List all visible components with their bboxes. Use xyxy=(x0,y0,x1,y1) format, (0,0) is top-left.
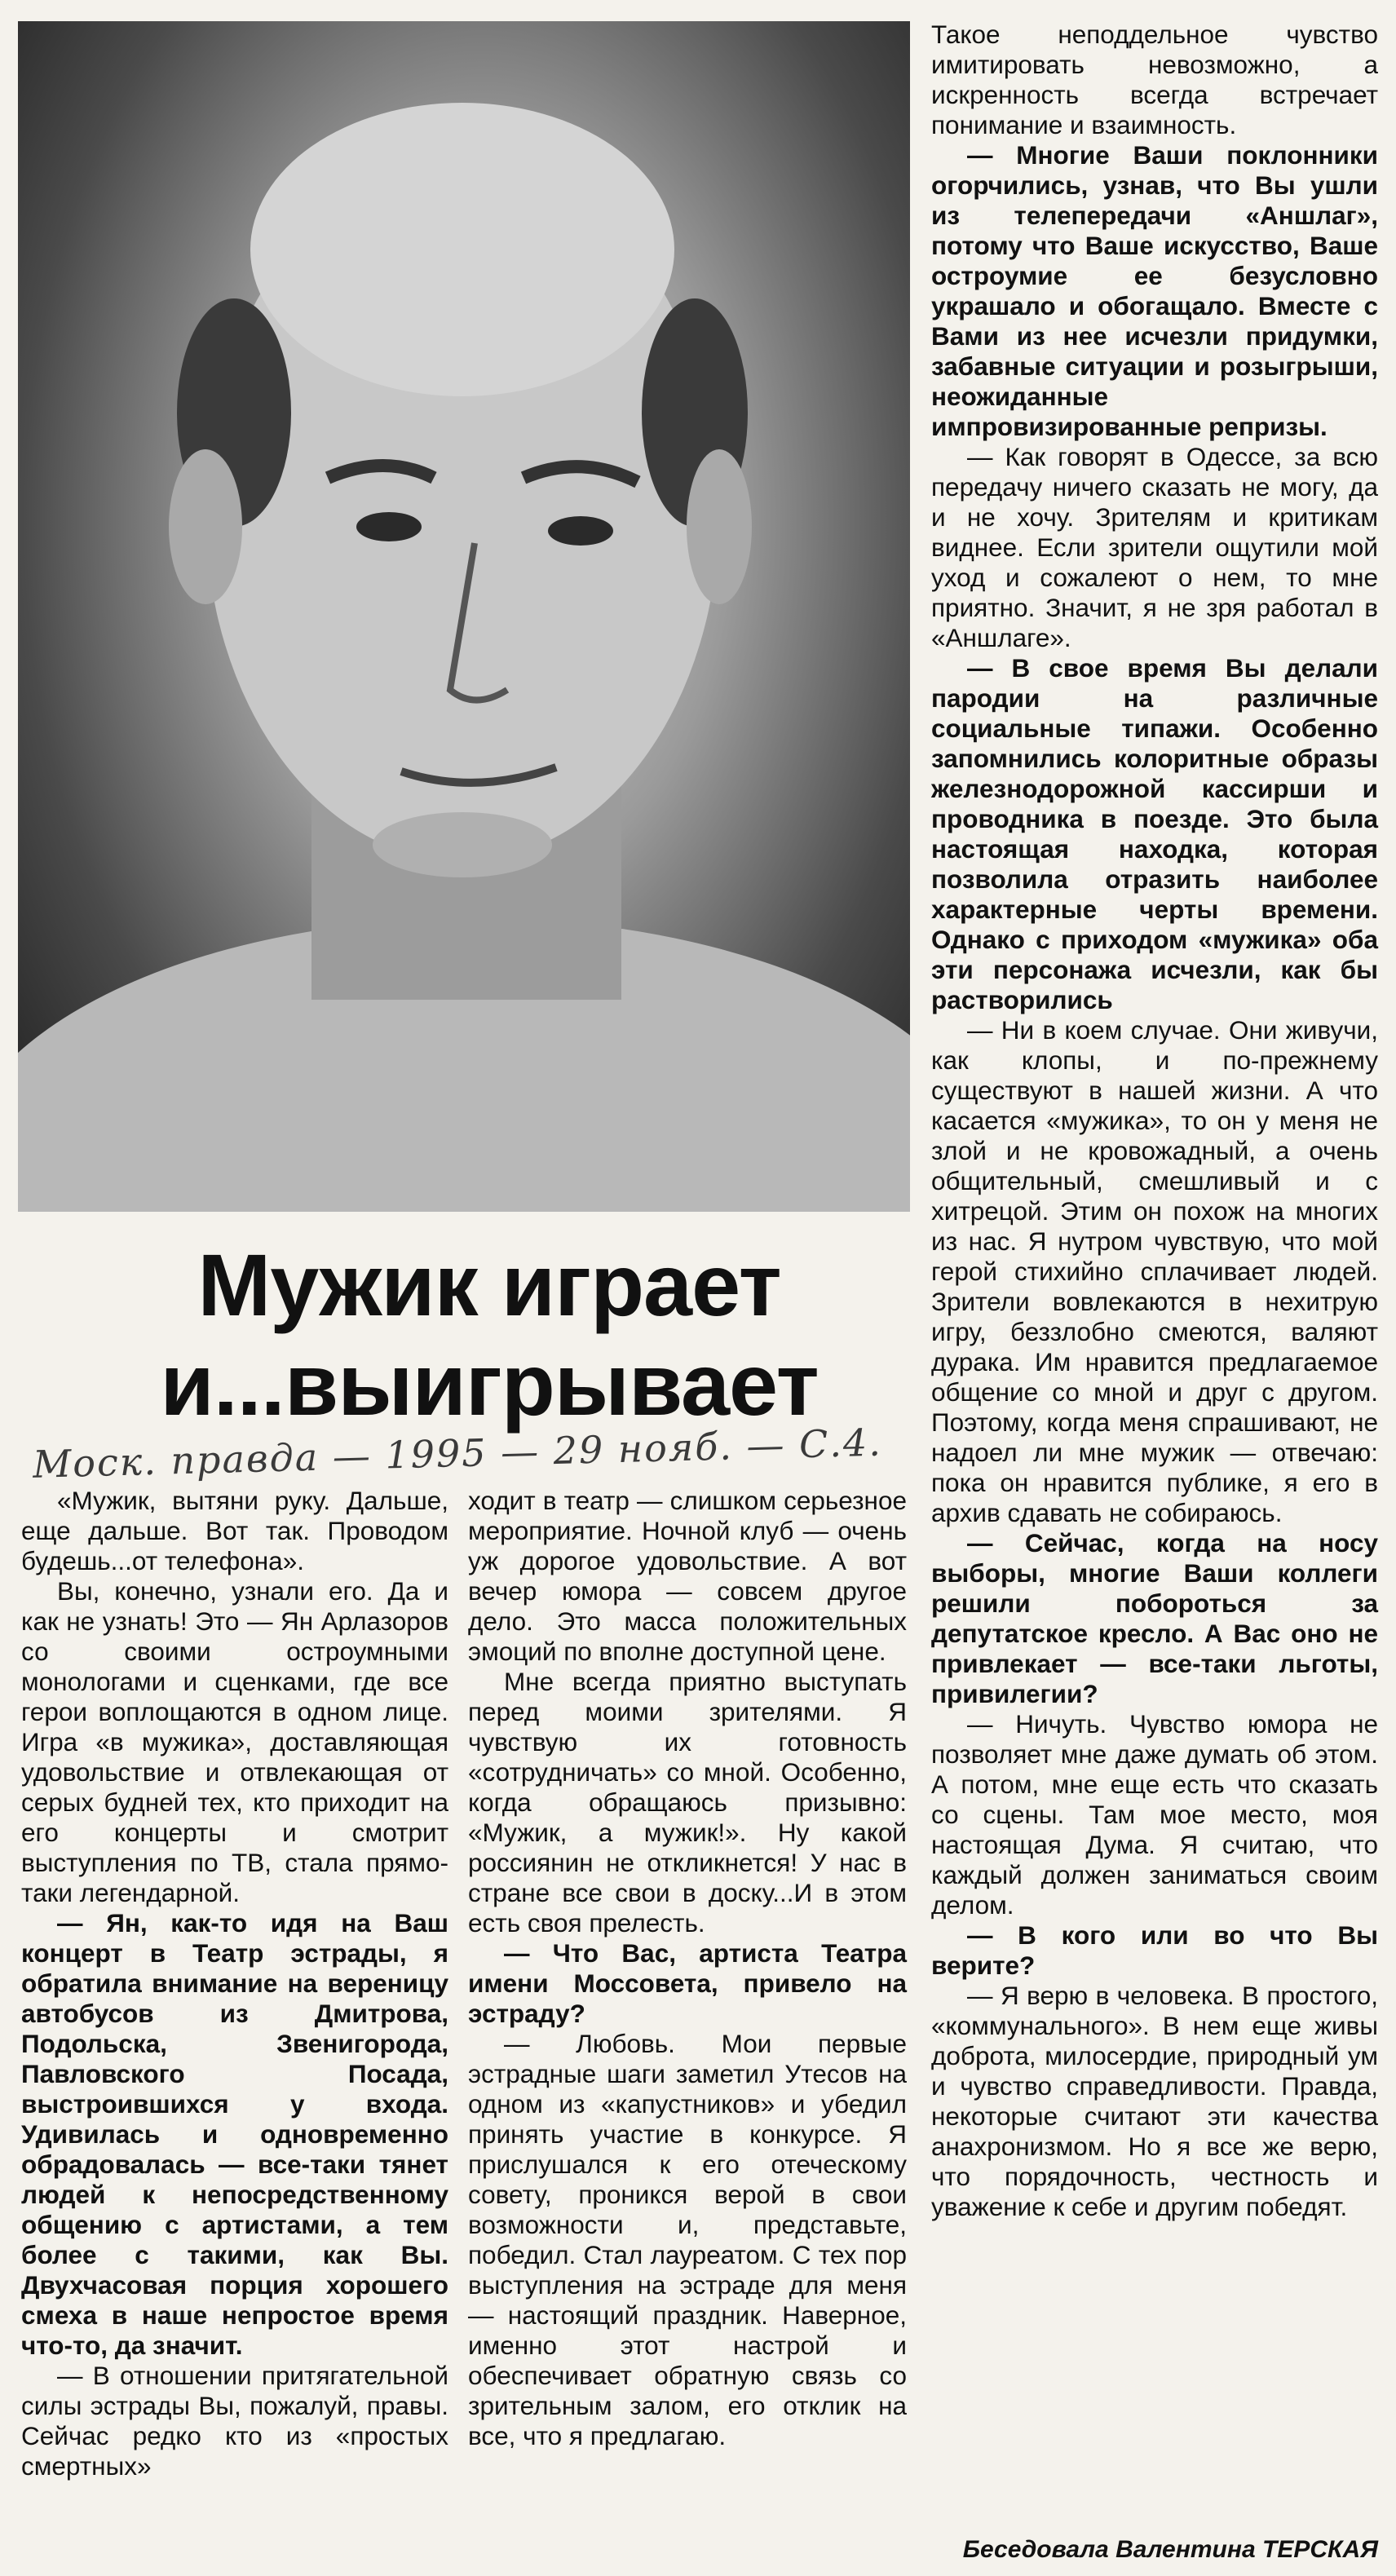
question: — В кого или во что Вы верите? xyxy=(931,1920,1378,1980)
headline-line2: и...выигрывает xyxy=(160,1335,819,1434)
handwritten-note: Моск. правда — 1995 — 29 нояб. — С.4. xyxy=(32,1420,883,1487)
answer: ходит в театр — слишком серьезное мероприятие. Ночной клуб — очень уж дорогое удовольствие. А вот вечер юмора — совсем другое дело. Это масса положительных эмоций по вполне доступной цене. xyxy=(468,1486,907,1666)
intro-paragraph: Вы, конечно, узнали его. Да и как не узнать! Это — Ян Арлазоров со своими остроумными монологами и сценками, где все герои воплощаются в одном лице. Игра «в мужика», доставляющая удовольствие и отвлекающая от серых будней тех, кто приходит на его концерты и смотрит выступления по ТВ, стала прямо-таки легендарной. xyxy=(21,1576,448,1907)
answer: — Я верю в человека. В простого, «коммунального». В нем еще живы доброта, милосердие, природный ум и чувство справедливости. Правда, некоторые считают эти качества анахронизмом. Но я все же верю, что порядочность, честность и уважение к себе и другим победят. xyxy=(931,1981,1378,2221)
answer: — Ничуть. Чувство юмора не позволяет мне даже думать об этом. А потом, мне еще есть что сказать со сцены. Там мое место, моя настоящая Дума. Я считаю, что каждый должен заниматься своим делом. xyxy=(931,1709,1378,1920)
answer: — В отношении притягательной силы эстрады Вы, пожалуй, правы. Сейчас редко кто из «простых смертных» xyxy=(21,2361,448,2481)
answer: — Ни в коем случае. Они живучи, как клопы, и по-прежнему существуют в нашей жизни. А что касается «мужика», то он у меня не злой и не кровожадный, а очень общительный, смешливый и с хитрецой. Этим он похож на многих из нас. Я нутром чувствую, что мой герой стихийно сплачивает людей. Зрители вовлекаются в нехитрую игру, беззлобно смеются, валяют дурака. Им нравится предлагаемое общение со мной и друг с другом. Поэтому, когда меня спрашивают, не надоел ли мне мужик — отвечаю: пока он нравится публике, я его в архив сдавать не собираюсь. xyxy=(931,1015,1378,1527)
column-2 xyxy=(468,1486,907,2451)
headline xyxy=(98,1235,881,1434)
answer: — Как говорят в Одессе, за всю передачу ничего сказать не могу, да и не хочу. Зрителям и критикам виднее. Если зрители ощутили мой уход и сожалеют о нем, то мне приятно. Значит, я не зря работал в «Аншлаге». xyxy=(931,442,1378,652)
intro-paragraph: «Мужик, вытяни руку. Дальше, еще дальше. Вот так. Проводом будешь...от телефона». xyxy=(21,1486,448,1575)
question: — Многие Ваши поклонники огорчились, узнав, что Вы ушли из телепередачи «Аншлаг», потому что Ваше искусство, Ваше остроумие ее безусловно украшало и обогащало. Вместе с Вами из нее исчезли придумки, забавные ситуации и розыгрыши, неожиданные импровизированные репризы. xyxy=(931,140,1378,441)
question: — Что Вас, артиста Театра имени Моссовета, привело на эстраду? xyxy=(468,1938,907,2028)
column-3 xyxy=(931,20,1378,2222)
question: — В свое время Вы делали пародии на различные социальные типажи. Особенно запомнились колоритные образы железнодорожной кассирши и проводника в поезде. Это была настоящая находка, которая позволила отразить наиболее характерные черты времени. Однако с приходом «мужика» оба эти персонажа исчезли, как бы растворились xyxy=(931,653,1378,1014)
column-1 xyxy=(21,1486,448,2481)
portrait-photo xyxy=(18,21,910,1212)
byline: Беседовала Валентина ТЕРСКАЯ xyxy=(962,2536,1378,2563)
answer: Мне всегда приятно выступать перед моими зрителями. Я чувствую их готовность «сотрудничать» со мной. Особенно, когда обращаюсь призывно: «Мужик, а мужик!». Ну какой россиянин не откликнется! У нас в стране все свои в доску...И в этом есть своя прелесть. xyxy=(468,1667,907,1938)
answer: — Любовь. Мои первые эстрадные шаги заметил Утесов на одном из «капустников» и убедил принять участие в конкурсе. Я прислушался к его отеческому совету, проникся верой в свои возможности и, представьте, победил. Стал лауреатом. С тех пор выступления на эстраде для меня — настоящий праздник. Наверное, именно этот настрой и обеспечивает обратную связь со зрительным залом, его отклик на все, что я предлагаю. xyxy=(468,2029,907,2450)
portrait-illustration xyxy=(18,21,910,1212)
question: — Сейчас, когда на носу выборы, многие Ваши коллеги решили побороться за депутатское кресло. А Вас оно не привлекает — все-таки льготы, привилегии? xyxy=(931,1528,1378,1708)
answer: Такое неподдельное чувство имитировать невозможно, а искренность всегда встречает понимание и взаимность. xyxy=(931,20,1378,139)
headline-line1: Мужик играет xyxy=(197,1235,781,1334)
question: — Ян, как-то идя на Ваш концерт в Театр эстрады, я обратила внимание на вереницу автобусов из Дмитрова, Подольска, Звенигорода, Павловского Посада, выстроившихся у входа. Удивилась и одновременно обрадовалась — все-таки тянет людей к непосредственному общению с артистами, а тем более с такими, как Вы. Двухчасовая порция хорошего смеха в наше непростое время что-то, да значит. xyxy=(21,1908,448,2360)
